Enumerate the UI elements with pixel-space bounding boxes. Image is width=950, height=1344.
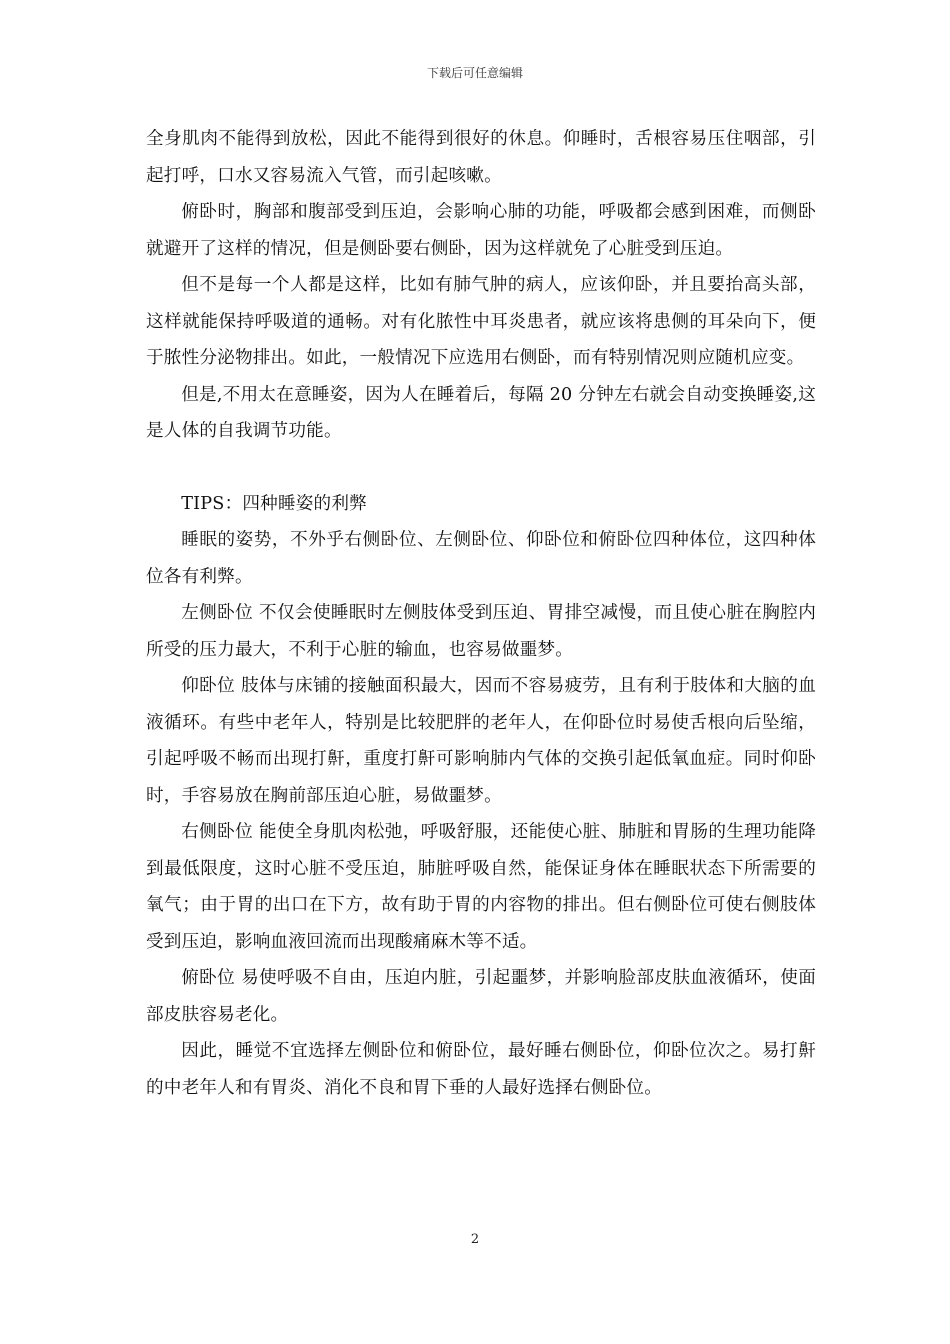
paragraph: 睡眠的姿势，不外乎右侧卧位、左侧卧位、仰卧位和俯卧位四种体位，这四种体位各有利弊。 xyxy=(146,530,816,587)
body-text xyxy=(146,121,816,1106)
paragraph: 俯卧时，胸部和腹部受到压迫，会影响心肺的功能，呼吸都会感到困难，而侧卧就避开了这样的情况，但是侧卧要右侧卧，因为这样就免了心脏受到压迫。 xyxy=(146,202,816,259)
paragraph-conclusion: 因此，睡觉不宜选择左侧卧位和俯卧位，最好睡右侧卧位，仰卧位次之。易打鼾的中老年人和有胃炎、消化不良和胃下垂的人最好选择右侧卧位。 xyxy=(146,1041,816,1098)
tips-heading: TIPS：四种睡姿的利弊 xyxy=(181,493,367,514)
paragraph-left-side: 左侧卧位 不仅会使睡眠时左侧肢体受到压迫、胃排空减慢，而且使心脏在胸腔内所受的压力最大，不利于心脏的输血，也容易做噩梦。 xyxy=(146,603,816,660)
paragraph-prone: 俯卧位 易使呼吸不自由，压迫内脏，引起噩梦，并影响脸部皮肤血液循环，使面部皮肤容易老化。 xyxy=(146,968,816,1025)
paragraph-supine: 仰卧位 肢体与床铺的接触面积最大，因而不容易疲劳，且有利于肢体和大脑的血液循环。有些中老年人，特别是比较肥胖的老年人，在仰卧位时易使舌根向后坠缩，引起呼吸不畅而出现打鼾，重度打鼾可影响肺内气体的交换引起低氧血症。同时仰卧时，手容易放在胸前部压迫心脏，易做噩梦。 xyxy=(146,676,816,806)
page-number: 2 xyxy=(470,1232,480,1247)
paragraph: 但不是每一个人都是这样，比如有肺气肿的病人，应该仰卧，并且要抬高头部，这样就能保持呼吸道的通畅。对有化脓性中耳炎患者，就应该将患侧的耳朵向下，便于脓性分泌物排出。如此，一般情况下应选用右侧卧，而有特别情况则应随机应变。 xyxy=(146,275,816,368)
paragraph: 但是,不用太在意睡姿，因为人在睡着后，每隔 20 分钟左右就会自动变换睡姿,这是人体的自我调节功能。 xyxy=(146,384,816,441)
paragraph-continuation: 全身肌肉不能得到放松，因此不能得到很好的休息。仰睡时，舌根容易压住咽部，引起打呼，口水又容易流入气管，而引起咳嗽。 xyxy=(146,129,816,186)
paragraph-right-side: 右侧卧位 能使全身肌肉松弛，呼吸舒服，还能使心脏、肺脏和胃肠的生理功能降到最低限度，这时心脏不受压迫，肺脏呼吸自然，能保证身体在睡眠状态下所需要的氧气；由于胃的出口在下方，故有助于胃的内容物的排出。但右侧卧位可使右侧肢体受到压迫，影响血液回流而出现酸痛麻木等不适。 xyxy=(146,822,816,952)
page-header: 下载后可任意编辑 xyxy=(426,66,523,80)
